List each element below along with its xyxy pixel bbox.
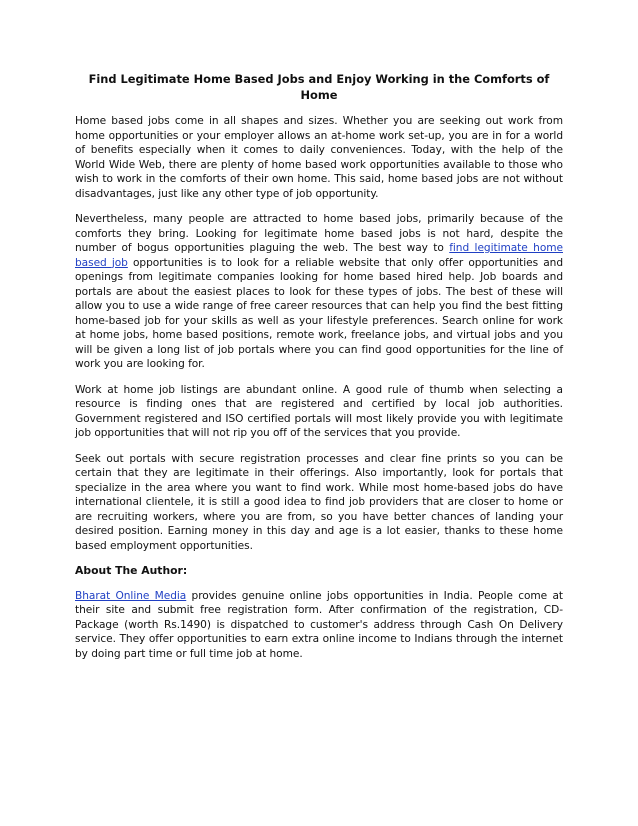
bharat-online-media-link[interactable]: Bharat Online Media — [75, 589, 187, 602]
author-heading: About The Author: — [75, 564, 188, 577]
paragraph-portals: Seek out portals with secure registration processes and clear fine prints so you can be certain that they are legitimate in their offerings. Also importantly, look for portals that specialize in the area where you want to find work. While most home-based jobs do have international clientele, it is still a good idea to find job providers that are closer to home or are recruiting workers, where you are from, so you have better chances of landing your desired position. Earning money in this day and age is a lot easier, thanks to these home based employment opportunities. — [75, 452, 563, 552]
paragraph-author — [75, 589, 563, 662]
paragraph-text: provides genuine online jobs opportunities in India. People come at their site and submit free registration form. After confirmation of the registration, CD-Package (worth Rs.1490) is dispatched to customer's address through Cash On Delivery service. They offer opportunities to earn extra online income to Indians through the internet by doing part time or full time job at home. — [75, 589, 563, 660]
paragraph-listings: Work at home job listings are abundant online. A good rule of thumb when selecting a resource is finding ones that are registered and certified by local job authorities. Government registered and ISO certified portals will most likely provide you with legitimate job opportunities that will not rip you off of the services that you provide. — [75, 383, 563, 439]
paragraph-text: Nevertheless, many people are attracted to home based jobs, primarily because of the comforts they bring. Looking for legitimate home based jobs is not hard, despite the number of bogus opportunities plaguing the web. The best way to — [75, 213, 563, 254]
document-page — [75, 71, 563, 672]
document-title: Find Legitimate Home Based Jobs and Enjoy Working in the Comforts of Home — [88, 72, 550, 102]
paragraph-text: opportunities is to look for a reliable website that only offer opportunities and openings from legitimate companies looking for home based hired help. Job boards and portals are about the easiest places to look for these types of jobs. The best of these will allow you to use a wide range of free career resources that can help you find the best fitting home-based job for your skills as well as your lifestyle preferences. Search online for work at home jobs, home based positions, remote work, freelance jobs, and virtual jobs and you will be given a long list of job portals where you can find good opportunities for the line of work you are looking for. — [75, 256, 564, 370]
paragraph-finding-jobs — [75, 212, 563, 372]
paragraph-intro: Home based jobs come in all shapes and sizes. Whether you are seeking out work from home opportunities or your employer allows an at-home work set-up, you are in for a world of benefits especially when it comes to daily conveniences. Today, with the help of the World Wide Web, there are plenty of home based work opportunities available to those who wish to work in the comforts of their own home. This said, home based jobs are not without disadvantages, just like any other type of job opportunity. — [75, 115, 563, 200]
find-legitimate-job-link[interactable]: find legitimate home based job — [75, 242, 563, 269]
